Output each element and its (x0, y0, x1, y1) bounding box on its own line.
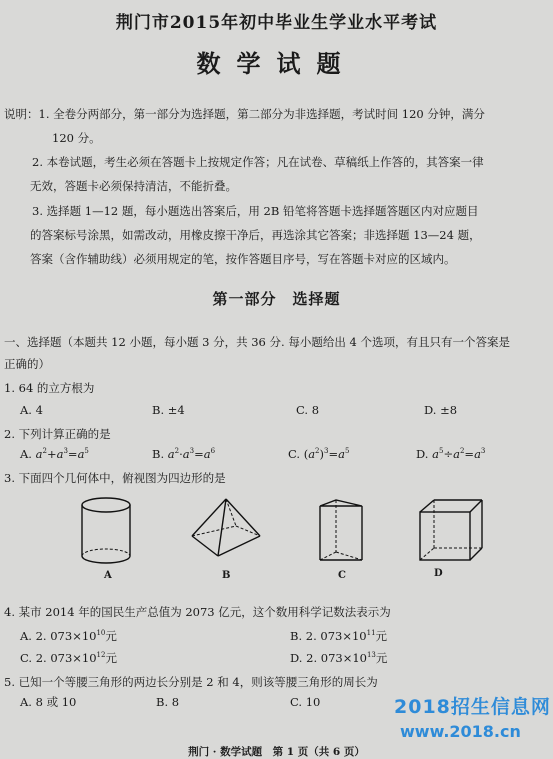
q1-option-d: D. ±8 (424, 403, 458, 417)
cube-figure (416, 496, 486, 566)
pyramid-figure (188, 496, 264, 568)
q1-option-b: B. ±4 (152, 403, 185, 417)
figure-label-b: B (222, 570, 231, 581)
q2-option-a: A. $a^2+a^3=a^5$ (20, 447, 89, 461)
q1-option-a: A. 4 (20, 403, 43, 417)
q5-option-a: A. 8 或 10 (20, 695, 77, 709)
q4-option-d: D. 2. $073\times 10^{13}$元 (290, 651, 388, 665)
q5-option-b: B. 8 (156, 695, 180, 709)
question-1: 1. 64 的立方根为 (4, 381, 95, 395)
exam-title: 荆门市2015年初中毕业生学业水平考试 (115, 13, 438, 33)
q4-option-b: B. 2. $073\times 10^{11}$元 (290, 629, 388, 643)
page-footer: 荆门 · 数学试题 第 1 页（共 6 页） (188, 746, 365, 758)
figure-label-a: A (104, 570, 112, 581)
subject-title: 数学试题 (196, 49, 357, 78)
q2-option-c: C. $(a^2)^3=a^5$ (288, 447, 350, 461)
question-4: 4. 某市 2014 年的国民生产总值为 2073 亿元，这个数用科学记数法表示为 (4, 605, 391, 619)
note-line-5: 3. 选择题 1—12 题，每小题选出答案后，用 2B 铅笔将答题卡选择题答题区内对应题目 (32, 204, 479, 218)
note-line-6: 的答案标号涂黑，如需改动，用橡皮擦干净后，再选涂其它答案；非选择题 13—24 题， (30, 228, 481, 242)
q4-option-c: C. 2. $073\times 10^{12}$元 (20, 651, 117, 665)
q2-option-d: D. $a^5\div a^2=a^3$ (416, 447, 486, 461)
question-5: 5. 已知一个等腰三角形的两边长分别是 2 和 4，则该等腰三角形的周长为 (4, 675, 378, 689)
question-3: 3. 下面四个几何体中，俯视图为四边形的是 (4, 471, 226, 485)
note-line-7: 答案（含作辅助线）必须用规定的笔，按作答题目序号，写在答题卡对应的区域内。 (30, 252, 456, 266)
question-2: 2. 下列计算正确的是 (4, 427, 111, 441)
q5-option-c: C. 10 (290, 695, 321, 709)
section-instruction-1: 一、选择题（本题共 12 小题，每小题 3 分，共 36 分. 每小题给出 4 个选项，有且只有一个答案是 (4, 335, 510, 349)
note-line-3: 2. 本卷试题，考生必须在答题卡上按规定作答；凡在试卷、草稿纸上作答的，其答案一律 (32, 155, 484, 169)
part-title: 第一部分 选择题 (212, 290, 341, 308)
section-instruction-2: 正确的） (4, 357, 50, 371)
note-line-4: 无效，答题卡必须保持清洁，不能折叠。 (30, 179, 237, 193)
q4-option-a: A. 2. $073\times 10^{10}$元 (20, 629, 117, 643)
watermark-logo-text: 2018招生信息网 (394, 696, 551, 718)
triangular-prism-figure (316, 496, 366, 568)
q2-option-b: B. $a^2\cdot a^3=a^6$ (152, 447, 216, 461)
q1-option-c: C. 8 (296, 403, 320, 417)
note-line-2: 120 分。 (52, 131, 101, 145)
figure-label-d: D (434, 568, 443, 579)
watermark-url: www.2018.cn (400, 722, 521, 741)
figure-label-c: C (338, 570, 346, 581)
note-line-1: 说明：1. 全卷分两部分，第一部分为选择题，第二部分为非选择题，考试时间 120 分钟，满分 (4, 107, 485, 121)
cylinder-figure (78, 496, 134, 568)
